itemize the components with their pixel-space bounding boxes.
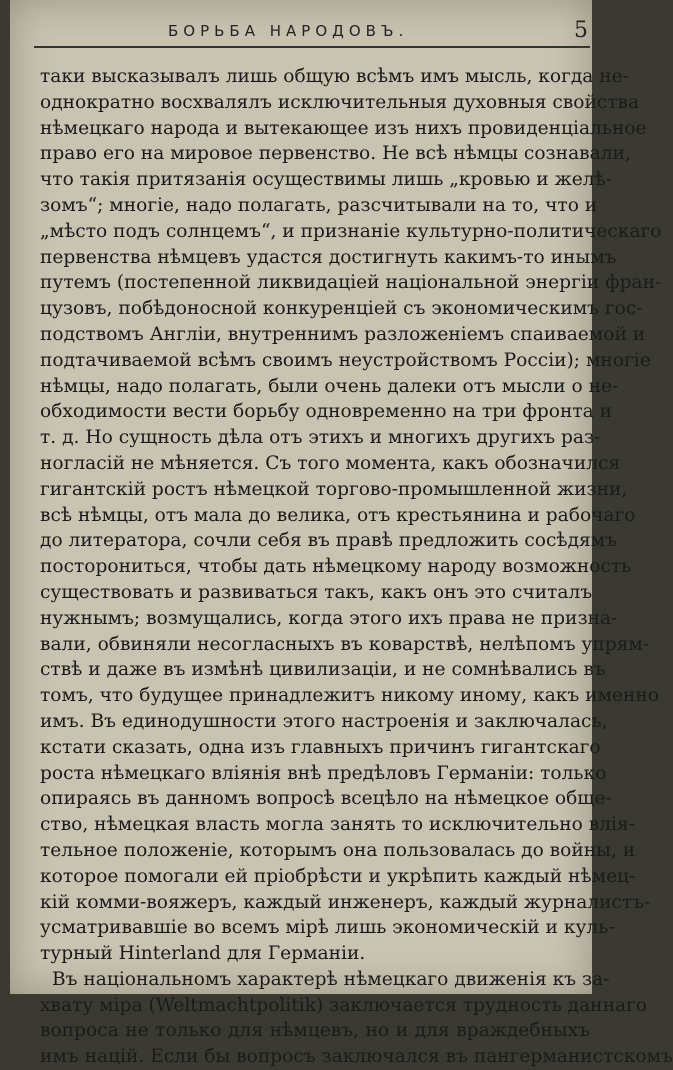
text-line: всѣ нѣмцы, отъ мала до велика, отъ крестьянина и рабочаго (40, 504, 636, 526)
text-line: ство, нѣмецкая власть могла занять то исключительно влія- (40, 814, 635, 836)
text-line: роста нѣмецкаго вліянія внѣ предѣловъ Германіи: только (40, 762, 607, 784)
text-line: однократно восхвалялъ исключительныя духовныя свойства (40, 91, 640, 113)
text-line: Въ національномъ характерѣ нѣмецкаго движенія къ за- (52, 968, 610, 990)
text-line: таки высказывалъ лишь общую всѣмъ имъ мысль, когда не- (40, 66, 629, 87)
text-line: турный Hinterland для Германіи. (40, 943, 366, 965)
text-line: подтачиваемой всѣмъ своимъ неустройствомъ Россіи); многіе (40, 349, 651, 371)
text-line: первенства нѣмцевъ удастся достигнуть какимъ-то инымъ (40, 246, 617, 268)
page-number: 5 (574, 18, 588, 43)
text-line: имъ. Въ единодушности этого настроенія и заключалась, (40, 710, 608, 732)
text-line: усматривавшіе во всемъ мірѣ лишь экономическій и куль- (40, 917, 615, 939)
text-line: посторониться, чтобы дать нѣмецкому народу возможность (40, 556, 632, 578)
text-line: обходимости вести борьбу одновременно на три фронта и (40, 401, 613, 423)
text-line: нужнымъ; возмущались, когда этого ихъ права не призна- (40, 607, 618, 629)
text-line: вопроса не только для нѣмцевъ, но и для враждебныхъ (40, 1020, 590, 1042)
text-line: путемъ (постепенной ликвидаціей національной энергіи фран- (40, 272, 662, 294)
text-line: т. д. Но сущность дѣла отъ этихъ и многихъ другихъ раз- (40, 427, 601, 449)
text-line: „мѣсто подъ солнцемъ“, и признаніе культурно-политическаго (40, 220, 662, 242)
text-line: имъ націй. Если бы вопросъ заключался въ пангерманистскомъ (40, 1046, 673, 1068)
text-line: зомъ“; многіе, надо полагать, разсчитывали на то, что и (40, 194, 598, 216)
text-line: тельное положеніе, которымъ она пользовалась до войны, и (40, 839, 636, 861)
text-line: кій комми-вояжеръ, каждый инженеръ, каждый журналистъ- (40, 891, 651, 913)
text-line: ногласій не мѣняется. Съ того момента, какъ обозначился (40, 452, 621, 474)
text-line: кстати сказать, одна изъ главныхъ причинъ гигантскаго (40, 736, 601, 758)
text-line: которое помогали ей пріобрѣсти и укрѣпить каждый нѣмец- (40, 865, 636, 887)
book-page (10, 0, 673, 1068)
paragraph (40, 64, 662, 967)
text-line: опираясь въ данномъ вопросѣ всецѣло на нѣмецкое обще- (40, 788, 612, 810)
text-line: томъ, что будущее принадлежитъ никому иному, какъ именно (40, 685, 659, 707)
paragraph (40, 967, 673, 1070)
text-line: ствѣ и даже въ измѣнѣ цивилизаціи, и не сомнѣвались въ (40, 659, 606, 681)
text-line: что такія притязанія осуществимы лишь „кровью и желѣ- (40, 169, 613, 191)
text-line: право его на мировое первенство. Не всѣ нѣмцы сознавали, (40, 143, 631, 165)
text-line: вали, обвиняли несогласныхъ въ коварствѣ, нелѣпомъ упрям- (40, 633, 650, 655)
text-line: существовать и развиваться такъ, какъ онъ это считалъ (40, 581, 593, 603)
text-line: нѣмцы, надо полагать, были очень далеки отъ мысли о не- (40, 375, 619, 397)
text-line: хвату міра (Weltmachtpolitik) заключается трудность даннаго (40, 994, 647, 1016)
body-text (40, 64, 673, 1070)
text-line: гигантскій ростъ нѣмецкой торгово-промышленной жизни, (40, 478, 628, 500)
running-title: БОРЬБА НАРОДОВЪ. (168, 22, 409, 40)
text-line: нѣмецкаго народа и вытекающее изъ нихъ провиденціальное (40, 117, 647, 139)
header-rule (34, 46, 590, 48)
text-line: цузовъ, побѣдоносной конкуренціей съ экономическимъ гос- (40, 298, 643, 320)
text-line: подствомъ Англіи, внутреннимъ разложеніемъ спаиваемой и (40, 323, 646, 345)
text-line: до литератора, сочли себя въ правѣ предложить сосѣдямъ (40, 530, 618, 552)
